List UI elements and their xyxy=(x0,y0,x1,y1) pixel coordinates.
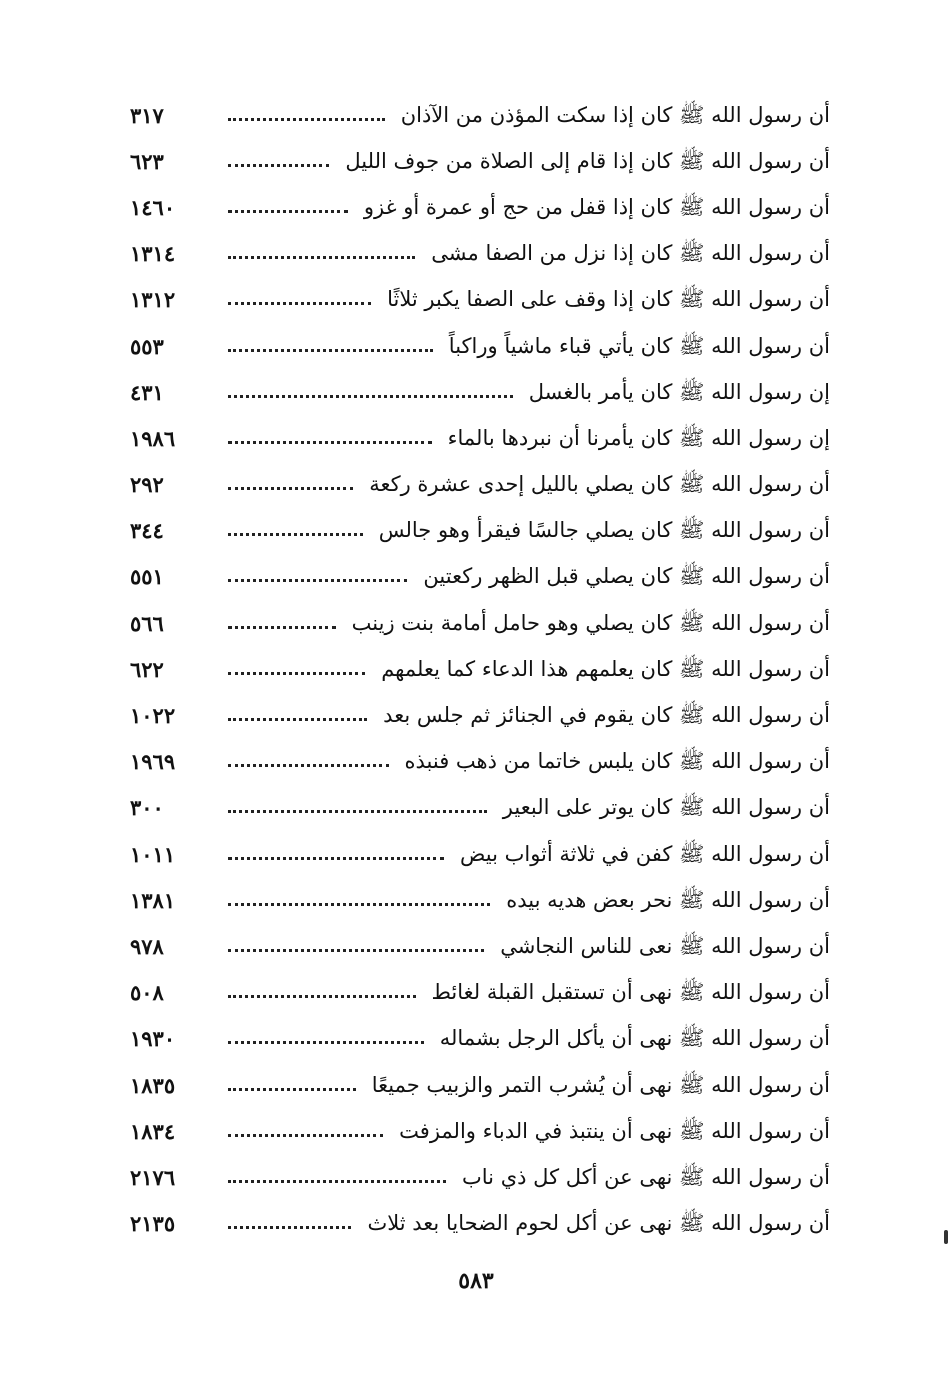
entry-text: إن رسول الله ﷺ كان يأمرنا أن نبردها بالماء xyxy=(447,425,830,450)
entry-text: أن رسول الله ﷺ كان إذا سكت المؤذن من الآذان xyxy=(400,102,830,127)
entry-text: أن رسول الله ﷺ نهى عن أكل لحوم الضحايا بعد ثلاث xyxy=(367,1211,830,1236)
entry-text: أن رسول الله ﷺ كان إذا قام إلى الصلاة من جوف الليل xyxy=(345,148,830,173)
entry-page-number: ٦٢٣ xyxy=(130,148,164,174)
entry-text: أن رسول الله ﷺ نهى عن أكل كل ذي ناب xyxy=(462,1164,830,1189)
index-entry xyxy=(130,739,830,785)
entry-text: أن رسول الله ﷺ نهى أن ينتبذ في الدباء والمزفت xyxy=(399,1118,830,1143)
entry-text: أن رسول الله ﷺ نهى أن يُشرب التمر والزبيب جميعًا xyxy=(371,1072,830,1097)
hadith-index-list xyxy=(130,92,830,1247)
dot-leader xyxy=(228,118,385,121)
entry-text: أن رسول الله ﷺ كان إذا نزل من الصفا مشى xyxy=(431,241,830,266)
entry-page-number: ١٠١١ xyxy=(130,841,176,867)
dot-leader xyxy=(228,1134,383,1137)
entry-page-number: ١٨٣٤ xyxy=(130,1118,176,1144)
dot-leader xyxy=(228,441,432,444)
index-entry xyxy=(130,138,830,184)
index-entry xyxy=(130,831,830,877)
index-entry xyxy=(130,1062,830,1108)
entry-page-number: ١٣١٢ xyxy=(130,287,176,313)
entry-page-number: ٥٥١ xyxy=(130,564,164,590)
index-entry xyxy=(130,184,830,230)
dot-leader xyxy=(228,487,353,490)
entry-text: أن رسول الله ﷺ كان إذا قفل من حج أو عمرة أو غزو xyxy=(363,194,830,219)
entry-text: أن رسول الله ﷺ كان يعلمهم هذا الدعاء كما يعلمهم xyxy=(381,656,830,681)
index-entry xyxy=(130,970,830,1016)
entry-text: أن رسول الله ﷺ كان يصلي وهو حامل أمامة بنت زينب xyxy=(351,610,830,635)
entry-page-number: ١٨٣٥ xyxy=(130,1072,176,1098)
dot-leader xyxy=(228,1041,424,1044)
dot-leader xyxy=(228,302,371,305)
dot-leader xyxy=(228,672,365,675)
entry-page-number: ١٤٦٠ xyxy=(130,194,176,220)
index-entry xyxy=(130,231,830,277)
entry-page-number: ٢١٧٦ xyxy=(130,1164,176,1190)
index-entry xyxy=(130,554,830,600)
dot-leader xyxy=(228,533,363,536)
entry-page-number: ٤٣١ xyxy=(130,379,164,405)
entry-page-number: ١٩٦٩ xyxy=(130,749,176,775)
entry-page-number: ٣٤٤ xyxy=(130,518,164,544)
index-entry xyxy=(130,923,830,969)
index-entry xyxy=(130,323,830,369)
index-entry xyxy=(130,1154,830,1200)
dot-leader xyxy=(228,857,444,860)
index-entry xyxy=(130,508,830,554)
dot-leader xyxy=(228,718,367,721)
entry-text: أن رسول الله ﷺ كان يصلي جالسًا فيقرأ وهو جالس xyxy=(378,518,830,543)
scan-edge-mark xyxy=(944,1230,948,1244)
dot-leader xyxy=(228,1180,446,1183)
index-entry xyxy=(130,1201,830,1247)
entry-page-number: ٢٩٢ xyxy=(130,472,164,498)
entry-page-number: ٥٠٨ xyxy=(130,980,164,1006)
entry-page-number: ٦٢٢ xyxy=(130,656,164,682)
index-entry xyxy=(130,877,830,923)
index-entry xyxy=(130,369,830,415)
dot-leader xyxy=(228,903,490,906)
entry-page-number: ٢١٣٥ xyxy=(130,1211,176,1237)
index-entry xyxy=(130,785,830,831)
entry-text: أن رسول الله ﷺ نهى أن تستقبل القبلة لغائط xyxy=(431,980,830,1005)
dot-leader xyxy=(228,626,336,629)
dot-leader xyxy=(228,210,348,213)
index-entry xyxy=(130,646,830,692)
entry-text: أن رسول الله ﷺ كان يقوم في الجنائز ثم جلس بعد xyxy=(383,703,830,728)
dot-leader xyxy=(228,995,416,998)
index-entry xyxy=(130,92,830,138)
page-number: ٥٨٣ xyxy=(458,1268,494,1294)
entry-text: أن رسول الله ﷺ كفن في ثلاثة أثواب بيض xyxy=(460,841,830,866)
entry-page-number: ١٣٨١ xyxy=(130,887,176,913)
entry-page-number: ١٩٣٠ xyxy=(130,1026,176,1052)
index-entry xyxy=(130,1108,830,1154)
index-entry xyxy=(130,462,830,508)
dot-leader xyxy=(228,1088,356,1091)
index-entry xyxy=(130,277,830,323)
entry-page-number: ٥٥٣ xyxy=(130,333,164,359)
entry-page-number: ٣٠٠ xyxy=(130,795,164,821)
index-entry xyxy=(130,600,830,646)
dot-leader xyxy=(228,256,415,259)
entry-text: أن رسول الله ﷺ كان يصلي قبل الظهر ركعتين xyxy=(423,564,830,589)
entry-page-number: ٩٧٨ xyxy=(130,933,164,959)
dot-leader xyxy=(228,164,329,167)
entry-page-number: ٣١٧ xyxy=(130,102,164,128)
entry-text: أن رسول الله ﷺ كان يلبس خاتما من ذهب فنبذه xyxy=(404,749,830,774)
entry-text: أن رسول الله ﷺ كان يصلي بالليل إحدى عشرة ركعة xyxy=(369,472,830,497)
dot-leader xyxy=(228,949,484,952)
entry-page-number: ٥٦٦ xyxy=(130,610,164,636)
entry-text: أن رسول الله ﷺ نعى للناس النجاشي xyxy=(500,933,830,958)
dot-leader xyxy=(228,810,487,813)
dot-leader xyxy=(228,764,389,767)
dot-leader xyxy=(228,395,513,398)
dot-leader xyxy=(228,349,433,352)
dot-leader xyxy=(228,1226,351,1229)
entry-page-number: ١٠٢٢ xyxy=(130,703,176,729)
index-entry xyxy=(130,1016,830,1062)
index-entry xyxy=(130,415,830,461)
entry-page-number: ١٣١٤ xyxy=(130,241,176,267)
dot-leader xyxy=(228,579,407,582)
entry-text: أن رسول الله ﷺ نهى أن يأكل الرجل بشماله xyxy=(439,1026,830,1051)
entry-page-number: ١٩٨٦ xyxy=(130,425,176,451)
entry-text: أن رسول الله ﷺ كان يوتر على البعير xyxy=(502,795,830,820)
index-entry xyxy=(130,692,830,738)
entry-text: أن رسول الله ﷺ كان إذا وقف على الصفا يكبر ثلاثًا xyxy=(387,287,830,312)
entry-text: أن رسول الله ﷺ نحر بعض هديه بيده xyxy=(506,887,830,912)
entry-text: إن رسول الله ﷺ كان يأمر بالغسل xyxy=(528,379,830,404)
entry-text: أن رسول الله ﷺ كان يأتي قباء ماشياً وراكباً xyxy=(448,333,830,358)
